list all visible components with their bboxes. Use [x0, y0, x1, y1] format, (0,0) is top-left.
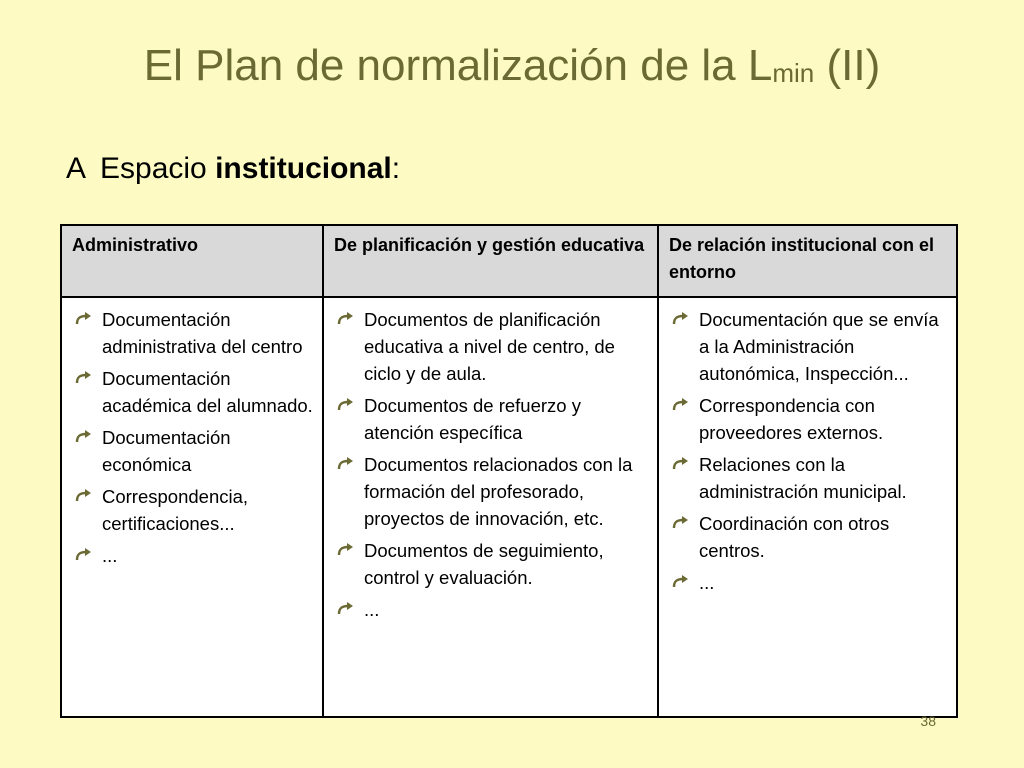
table-header-row	[61, 225, 957, 297]
list-item-text: ...	[364, 599, 380, 620]
curved-arrow-icon	[74, 365, 96, 392]
list-item	[72, 424, 314, 478]
list-item	[72, 365, 314, 419]
list-item-text: Documentos de seguimiento, control y evaluación.	[364, 540, 604, 588]
curved-arrow-icon	[671, 451, 693, 478]
curved-arrow-icon	[336, 392, 358, 419]
column-relacion	[658, 297, 957, 717]
list-relacion	[669, 306, 948, 596]
curved-arrow-icon	[671, 569, 693, 596]
list-item-text: Documentos de refuerzo y atención específica	[364, 395, 581, 443]
title-main: El Plan de normalización de la L	[143, 41, 773, 90]
list-item-text: Documentación que se envía a la Administración autonómica, Inspección...	[699, 309, 939, 384]
list-item-text: Documentos relacionados con la formación del profesorado, proyectos de innovación, etc.	[364, 454, 633, 529]
section-bold: institucional	[215, 152, 392, 185]
list-item-text: Correspondencia con proveedores externos.	[699, 395, 884, 443]
title-suffix: (II)	[826, 41, 881, 90]
curved-arrow-icon	[74, 542, 96, 569]
list-item-text: ...	[102, 545, 118, 566]
list-planificacion	[334, 306, 649, 623]
document-types-table	[60, 224, 958, 718]
list-item-text: Documentos de planificación educativa a nivel de centro, de ciclo y de aula.	[364, 309, 615, 384]
curved-arrow-icon	[671, 510, 693, 537]
list-item	[334, 451, 649, 532]
curved-arrow-icon	[336, 451, 358, 478]
list-item	[72, 483, 314, 537]
list-item	[669, 392, 948, 446]
list-item	[334, 596, 649, 623]
curved-arrow-icon	[671, 306, 693, 333]
list-item	[334, 392, 649, 446]
column-planificacion	[323, 297, 658, 717]
list-administrativo	[72, 306, 314, 569]
section-letter: A	[66, 152, 87, 185]
header-administrativo: Administrativo	[61, 225, 323, 297]
list-item-text: Coordinación con otros centros.	[699, 513, 890, 561]
list-item-text: Documentación académica del alumnado.	[102, 368, 313, 416]
title-subscript: min	[772, 58, 815, 88]
curved-arrow-icon	[336, 537, 358, 564]
section-heading	[66, 152, 400, 186]
column-administrativo	[61, 297, 323, 717]
curved-arrow-icon	[671, 392, 693, 419]
slide-title	[0, 41, 1024, 90]
list-item-text: Relaciones con la administración municipal.	[699, 454, 907, 502]
list-item	[669, 510, 948, 564]
list-item	[669, 451, 948, 505]
list-item-text: Documentación administrativa del centro	[102, 309, 303, 357]
curved-arrow-icon	[74, 424, 96, 451]
header-relacion: De relación institucional con el entorno	[658, 225, 957, 297]
list-item	[334, 306, 649, 387]
header-planificacion: De planificación y gestión educativa	[323, 225, 658, 297]
list-item-text: ...	[699, 572, 715, 593]
list-item	[669, 306, 948, 387]
curved-arrow-icon	[336, 306, 358, 333]
curved-arrow-icon	[74, 483, 96, 510]
list-item	[334, 537, 649, 591]
list-item	[669, 569, 948, 596]
curved-arrow-icon	[336, 596, 358, 623]
list-item-text: Documentación económica	[102, 427, 231, 475]
section-text: Espacio	[100, 152, 207, 185]
table-row	[61, 297, 957, 717]
page-number: 38	[920, 713, 936, 729]
list-item-text: Correspondencia, certificaciones...	[102, 486, 249, 534]
curved-arrow-icon	[74, 306, 96, 333]
list-item	[72, 306, 314, 360]
list-item	[72, 542, 314, 569]
section-colon: :	[391, 152, 401, 185]
